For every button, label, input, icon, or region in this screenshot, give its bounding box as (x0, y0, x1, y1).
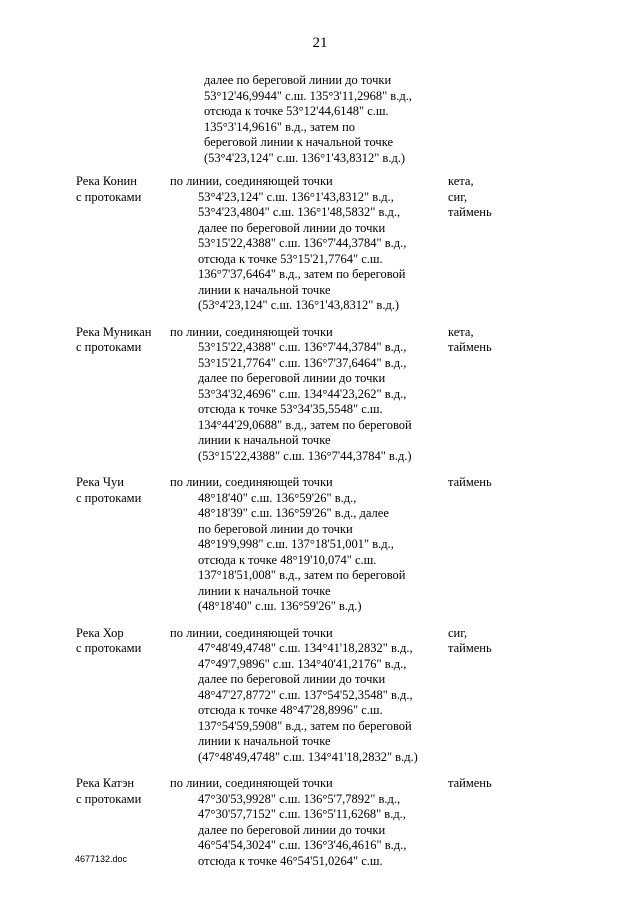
boundary-line: (53°15'22,4388" с.ш. 136°7'44,3784" в.д.) (198, 448, 412, 463)
fish-species-line: сиг, (448, 189, 468, 204)
continuation-line: 53°12'46,9944" с.ш. 135°3'11,2968" в.д., (204, 88, 412, 103)
boundary-line: 137°18'51,008" в.д., затем по береговой (198, 568, 406, 582)
fish-species-line: таймень (448, 776, 492, 790)
boundary-line: 53°4'23,124" с.ш. 136°1'43,8312" в.д., (198, 189, 394, 204)
boundary-line: далее по береговой линии до точки (198, 672, 386, 686)
fish-species-line: таймень (448, 475, 492, 489)
boundary-line: 47°30'57,7152" с.ш. 136°5'11,6268" в.д., (198, 807, 406, 821)
fish-species (448, 325, 568, 465)
boundary-description (170, 626, 448, 766)
rows-container (0, 174, 640, 869)
river-row (0, 475, 640, 615)
document-body (0, 73, 640, 880)
fish-species-line: кета, (448, 174, 474, 188)
fish-species-line: кета, (448, 324, 474, 339)
river-name-line: с протоками (76, 189, 142, 204)
boundary-line: 46°54'54,3024" с.ш. 136°3'46,4616" в.д., (198, 838, 407, 852)
boundary-line: далее по береговой линии до точки (198, 371, 386, 385)
boundary-line: далее по береговой линии до точки (198, 822, 386, 837)
boundary-line: линии к начальной точке (198, 734, 331, 748)
fish-species-line: таймень (448, 205, 492, 219)
boundary-line: по линии, соединяющей точки (170, 776, 333, 790)
boundary-description (170, 174, 448, 314)
boundary-line: 47°49'7,9896" с.ш. 134°40'41,2176" в.д., (198, 656, 407, 671)
boundary-line: отсюда к точке 48°19'10,074" с.ш. (198, 552, 377, 567)
boundary-line: 48°18'39" с.ш. 136°59'26" в.д., далее (198, 506, 389, 520)
boundary-line: (47°48'49,4748" с.ш. 134°41'18,2832" в.д.) (198, 749, 418, 764)
boundary-line: 47°30'53,9928" с.ш. 136°5'7,7892" в.д., (198, 791, 401, 806)
boundary-line: линии к начальной точке (198, 282, 331, 297)
river-row (0, 174, 640, 314)
river-name-line: Река Конин (76, 174, 137, 188)
boundary-line: (53°4'23,124" с.ш. 136°1'43,8312" в.д.) (198, 298, 400, 312)
fish-species (448, 626, 568, 766)
continuation-line: (53°4'23,124" с.ш. 136°1'43,8312" в.д.) (204, 150, 406, 165)
continuation-line: далее по береговой линии до точки (204, 73, 392, 87)
boundary-line: 136°7'37,6464" в.д., затем по береговой (198, 267, 406, 281)
river-name-line: с протоками (76, 641, 142, 655)
boundary-description (170, 475, 448, 615)
boundary-line: 53°4'23,4804" с.ш. 136°1'48,5832" в.д., (198, 205, 401, 219)
boundary-line: 48°19'9,998" с.ш. 137°18'51,001" в.д., (198, 537, 394, 551)
boundary-line: 53°15'22,4388" с.ш. 136°7'44,3784" в.д., (198, 340, 407, 354)
river-name-line: Река Катэн (76, 776, 135, 790)
continuation-line: 135°3'14,9616" в.д., затем по (204, 119, 356, 134)
boundary-line: отсюда к точке 48°47'28,8996" с.ш. (198, 703, 383, 717)
boundary-line: по береговой линии до точки (198, 521, 353, 536)
boundary-line: по линии, соединяющей точки (170, 324, 333, 339)
fish-species-line: таймень (448, 340, 492, 354)
river-name-line: Река Муникан (76, 324, 152, 339)
boundary-line: 53°15'21,7764" с.ш. 136°7'37,6464" в.д., (198, 355, 407, 370)
river-name-line: с протоками (76, 490, 142, 505)
river-name (76, 475, 170, 615)
boundary-line: (48°18'40" с.ш. 136°59'26" в.д.) (198, 599, 362, 613)
river-name (76, 325, 170, 465)
boundary-line: отсюда к точке 53°34'35,5548" с.ш. (198, 402, 383, 416)
river-row (0, 325, 640, 465)
fish-species-line: сиг, (448, 625, 468, 640)
continuation-line: береговой линии к начальной точке (204, 135, 394, 149)
boundary-line: 47°48'49,4748" с.ш. 134°41'18,2832" в.д., (198, 641, 413, 655)
river-name (76, 174, 170, 314)
boundary-line: линии к начальной точке (198, 433, 331, 447)
river-name-line: Река Чуи (76, 475, 124, 489)
boundary-line: 53°15'22,4388" с.ш. 136°7'44,3784" в.д., (198, 236, 407, 250)
boundary-line: отсюда к точке 46°54'51,0264" с.ш. (198, 853, 383, 868)
river-row (0, 626, 640, 766)
boundary-line: отсюда к точке 53°15'21,7764" с.ш. (198, 251, 383, 266)
boundary-line: 134°44'29,0688" в.д., затем по береговой (198, 417, 412, 432)
page-number: 21 (312, 35, 328, 51)
boundary-description (170, 776, 448, 869)
boundary-description (170, 325, 448, 465)
boundary-line: 137°54'59,5908" в.д., затем по береговой (198, 718, 412, 733)
fish-species (448, 776, 568, 869)
file-name-footer: 4677132.doc (75, 854, 128, 864)
boundary-line: по линии, соединяющей точки (170, 475, 333, 489)
continuation-line: отсюда к точке 53°12'44,6148" с.ш. (204, 104, 389, 118)
river-name-line: с протоками (76, 791, 142, 806)
boundary-line: далее по береговой линии до точки (198, 220, 386, 235)
boundary-line: 53°34'32,4696" с.ш. 134°44'23,262" в.д., (198, 386, 407, 401)
boundary-line: по линии, соединяющей точки (170, 625, 333, 640)
river-name-line: Река Хор (76, 625, 124, 640)
boundary-line: по линии, соединяющей точки (170, 174, 333, 188)
river-name (76, 626, 170, 766)
continuation-block (204, 73, 640, 166)
boundary-line: 48°47'27,8772" с.ш. 137°54'52,3548" в.д., (198, 687, 413, 702)
fish-species-line: таймень (448, 641, 492, 655)
fish-species (448, 475, 568, 615)
boundary-line: 48°18'40" с.ш. 136°59'26" в.д., (198, 490, 357, 505)
boundary-line: линии к начальной точке (198, 583, 331, 598)
river-name-line: с протоками (76, 340, 142, 354)
fish-species (448, 174, 568, 314)
